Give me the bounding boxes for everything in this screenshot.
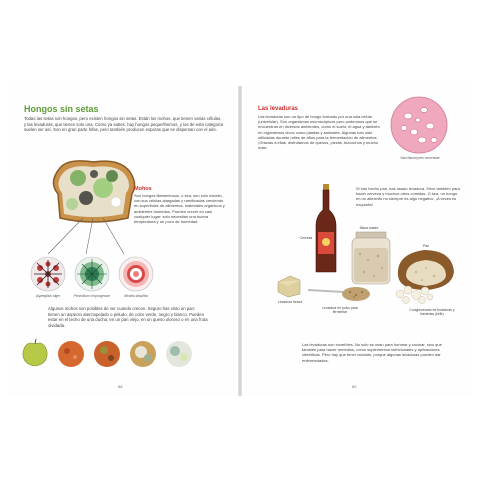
penicillium-culture-icon [74,256,110,292]
page-title: Hongos sin setas [24,104,99,114]
caption-monilia: Monilia sitophila [124,294,148,298]
aspergillus-culture-icon [30,256,66,292]
label-levadura-fresca: Levadura fresca [277,300,303,304]
page-number-right: 89 [352,384,357,389]
connector-lines [28,216,138,258]
mohos-bottom-paragraph: Algunos mohos son posibles de ver cuando crecen. Seguro has visto un pan: tienen un aspecto aterciopelado o peludo, de color verde, negro y blanco. Pueden estar en el techo de una ducha, en un pan viejo, en un queso oloroso o en una fruta olvidada. [48,306,208,328]
moldy-bread-illustration [48,158,138,224]
green-apple-icon [20,338,50,368]
levaduras-intro: Las levaduras son un tipo de hongo formado por una sola célula (unicelular). Son organismos microscópicos pero poderosos que se encuentran en diversos ambientes, como el suelo, el agua y también en organismos vivos como plantas y animales. Algunas han sido utilizadas durante miles de años para la fermentación de alimentos. ¡Gracias a ellas, disfrutamos de quesos, pizzas, bizcochos y mucho más! [258,114,380,151]
caption-aspergillus: Aspergillus niger [35,294,61,298]
fresh-yeast-icon [276,274,302,298]
levaduras-side-paragraph: Si has hecho pan, has usado levadura. Sirve también para hacer cerveza y muchos otros comidas. O sea, un hongo en un alimento no siempre es algo negativo. ¡A veces es exquisito! [356,186,460,207]
page-number-left: 88 [118,384,123,389]
label-kefir: Conglomerado de levaduras y bacterias (kéfir) [409,308,455,317]
caption-saccharomyces: Saccharomyces cerevisiae [400,156,440,160]
moldy-white-fruit-icon [164,338,194,368]
sourdough-jar-icon [350,232,392,286]
dry-yeast-spoon-icon [306,282,386,304]
levaduras-bottom-paragraph: Las levaduras son increíbles. No solo se usan para hornear y cocinar, sino que también para hacer remedios, como suplementos nutricionales y aplicaciones científicas. Pero hay que tener cuidado, porque algunas levaduras pueden dar enfermedades. [302,342,442,363]
label-pan: Pan [422,244,430,248]
kefir-grains-icon [394,282,434,306]
moldy-orange-icon [92,338,122,368]
caption-penicillium: Penicillium chrysogenum [73,294,111,298]
intro-paragraph: Todas las setas son hongos, pero existen hongos sin setas. Están los mohos, que tienen varias células, y las levaduras, que tienen solo una. Como ya sabes, hay hongos pequeñísimos, y los de esta categoría suelen ser así. Son en gran parte hifas, pero también producen esporas que se dispersan con el aire. [24,116,223,133]
orange-fruit-icon [56,338,86,368]
left-page [8,86,238,396]
yeast-microscope-icon [390,96,448,154]
label-masa-madre: Masa madre [359,226,379,230]
mohos-paragraph: Son hongos filamentosos, o sea, son solo micelio, con sus células alargadas y ramificadas creciendo en superficies de alimentos, materiales orgánicos y ambientes húmedos. Pueden crecer en casi cualquier lugar: solo necesitan una buena temperatura y un poco de humedad. [134,193,225,225]
right-page [242,86,472,396]
label-levadura-polvo: Levadura en polvo para fermentar [322,306,358,315]
label-cerveza: Cerveza [299,236,313,240]
levaduras-title: Las levaduras [258,106,299,112]
beer-bottle-icon [314,184,338,274]
book-spread [8,86,472,396]
moldy-fruit-icon [128,338,158,368]
mohos-title: Mohos [134,186,152,192]
monilia-culture-icon [118,256,154,292]
